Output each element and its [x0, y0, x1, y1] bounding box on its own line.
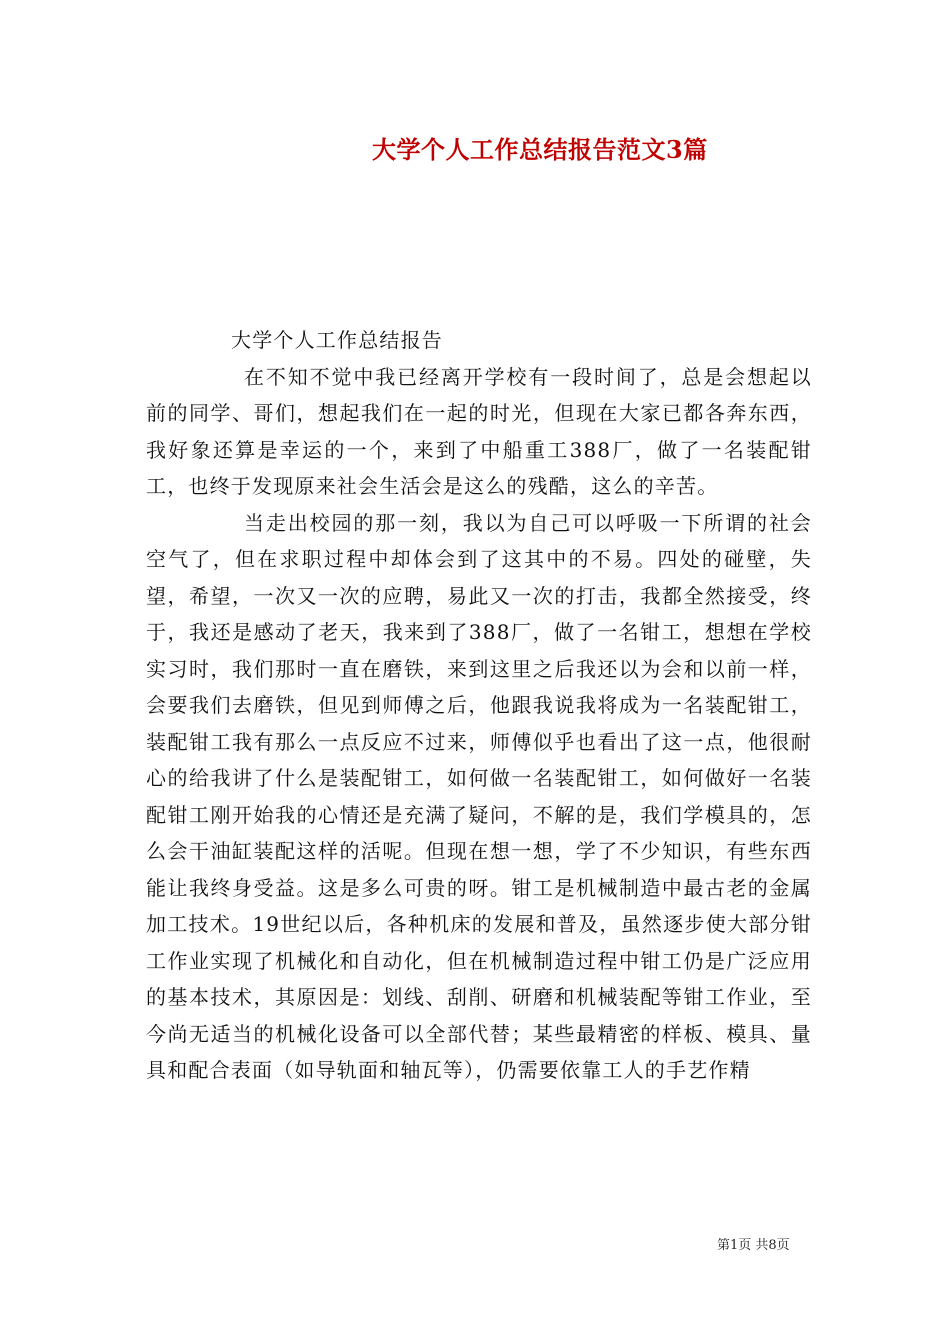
page-number-footer: 第1页 共8页 — [717, 1238, 790, 1253]
document-title: 大学个人工作总结报告范文3篇 — [372, 135, 708, 164]
document-subtitle: 大学个人工作总结报告 — [231, 328, 443, 352]
document-body — [146, 322, 812, 1089]
paragraph-2: 当走出校园的那一刻，我以为自己可以呼吸一下所谓的社会空气了，但在求职过程中却体会到了这其中的不易。四处的碰壁，失望，希望，一次又一次的应聘，易此又一次的打击，我都全然接受，终于，我还是感动了老天，我来到了388厂，做了一名钳工，想想在学校实习时，我们那时一直在磨铁，来到这里之后我还以为会和以前一样，会要我们去磨铁，但见到师傅之后，他跟我说我将成为一名装配钳工，装配钳工我有那么一点反应不过来，师傅似乎也看出了这一点，他很耐心的给我讲了什么是装配钳工，如何做一名装配钳工，如何做好一名装配钳工刚开始我的心情还是充满了疑问，不解的是，我们学模具的，怎么会干油缸装配这样的活呢。但现在想一想，学了不少知识，有些东西能让我终身受益。这是多么可贵的呀。钳工是机械制造中最古老的金属加工技术。19世纪以后，各种机床的发展和普及，虽然逐步使大部分钳工作业实现了机械化和自动化，但在机械制造过程中钳工仍是广泛应用的基本技术，其原因是：划线、刮削、研磨和机械装配等钳工作业，至今尚无适当的机械化设备可以全部代替；某些最精密的样板、模具、量具和配合表面（如导轨面和轴瓦等），仍需要依靠工人的手艺作精 — [146, 510, 812, 1082]
paragraph-1: 在不知不觉中我已经离开学校有一段时间了，总是会想起以前的同学、哥们，想起我们在一起的时光，但现在大家已都各奔东西，我好象还算是幸运的一个，来到了中船重工388厂，做了一名装配钳工，也终于发现原来社会生活会是这么的残酷，这么的辛苦。 — [146, 364, 812, 498]
